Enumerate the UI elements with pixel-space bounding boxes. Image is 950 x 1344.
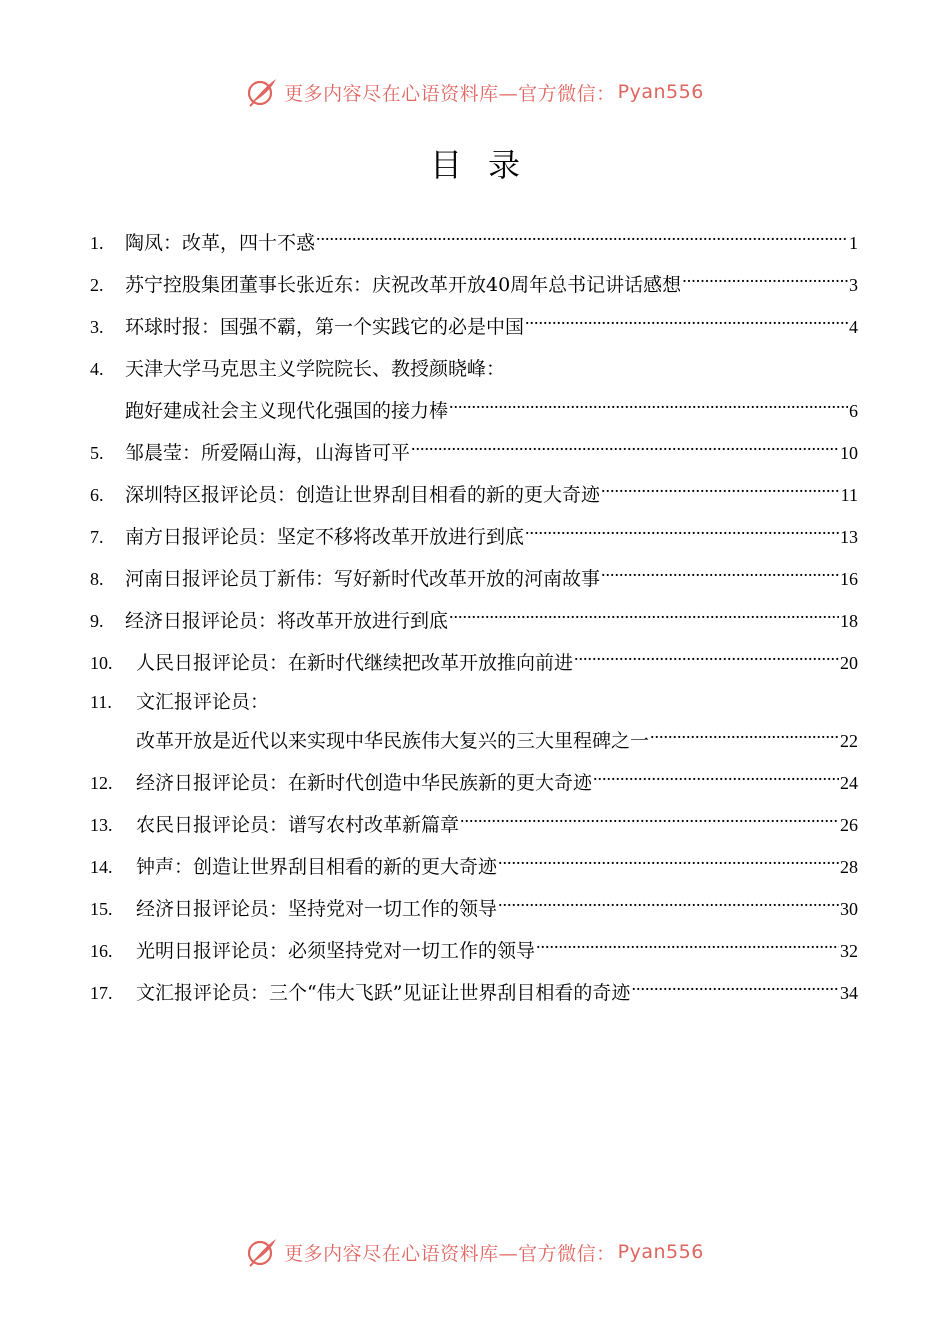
leader-dots <box>525 524 839 543</box>
leader-dots <box>574 650 839 669</box>
toc-entry-6[interactable] <box>90 474 858 516</box>
toc-entry-title: 经济日报评论员：将改革开放进行到底 <box>125 610 449 632</box>
toc-entry-number: 14. <box>90 857 113 877</box>
toc-entry-number: 4. <box>90 359 104 379</box>
toc-entry-number: 1. <box>90 233 104 253</box>
toc-entry-12[interactable] <box>90 762 858 804</box>
toc-entry-number: 13. <box>90 815 113 835</box>
toc-entry-title: 南方日报评论员：坚定不移将改革开放进行到底 <box>125 526 525 548</box>
toc-entry-13[interactable] <box>90 804 858 846</box>
toc-entry-page: 32 <box>840 941 858 961</box>
toc-entry-title: 文汇报评论员：三个“伟大飞跃”见证让世界刮目相看的奇迹 <box>136 982 631 1004</box>
leader-dots <box>460 812 839 831</box>
toc-entry-page: 34 <box>840 983 858 1003</box>
toc-entry-page: 11 <box>840 485 858 505</box>
toc-entry-title: 跑好建成社会主义现代化强国的接力棒 <box>125 400 449 422</box>
toc-entry-page: 20 <box>840 653 858 673</box>
toc-entry-title: 经济日报评论员：在新时代创造中华民族新的更大奇迹 <box>136 772 593 794</box>
toc-entry-title: 经济日报评论员：坚持党对一切工作的领导 <box>136 898 498 920</box>
quill-logo-icon <box>246 1236 278 1268</box>
toc-entry-number: 12. <box>90 773 113 793</box>
toc-entry-title: 邹晨莹：所爱隔山海，山海皆可平 <box>125 442 411 464</box>
toc-entry-5[interactable] <box>90 432 858 474</box>
toc-entry-number: 11. <box>90 692 112 712</box>
toc-entry-page: 16 <box>840 569 858 589</box>
leader-dots <box>525 314 848 333</box>
toc-entry-number: 15. <box>90 899 113 919</box>
leader-dots <box>449 398 848 417</box>
toc-entry-title-line1: 文汇报评论员： <box>136 691 270 713</box>
toc-entry-17[interactable] <box>90 972 858 1014</box>
toc-entry-title: 人民日报评论员：在新时代继续把改革开放推向前进 <box>136 652 574 674</box>
page-title: 目录 <box>429 146 546 184</box>
toc-entry-2[interactable] <box>90 264 858 306</box>
toc-entry-title: 改革开放是近代以来实现中华民族伟大复兴的三大里程碑之一 <box>136 730 650 752</box>
quill-logo-icon <box>246 76 278 108</box>
leader-dots <box>411 440 839 459</box>
toc-entry-9[interactable] <box>90 600 858 642</box>
toc-entry-7[interactable] <box>90 516 858 558</box>
toc-entry-page: 10 <box>840 443 858 463</box>
table-of-contents <box>90 222 858 1014</box>
toc-entry-page: 4 <box>849 317 858 337</box>
leader-dots <box>449 608 839 627</box>
leader-dots <box>593 770 839 789</box>
toc-entry-page: 6 <box>849 401 858 421</box>
toc-entry-number: 16. <box>90 941 113 961</box>
toc-entry-number: 8. <box>90 569 104 589</box>
toc-entry-number: 6. <box>90 485 104 505</box>
toc-entry-page: 3 <box>849 275 858 295</box>
header-wechat-id: Pyan556 <box>617 81 704 103</box>
leader-dots <box>631 980 839 999</box>
toc-entry-number: 7. <box>90 527 104 547</box>
toc-entry-title: 钟声：创造让世界刮目相看的新的更大奇迹 <box>136 856 498 878</box>
leader-dots <box>536 938 839 957</box>
leader-dots <box>601 482 840 501</box>
leader-dots <box>650 728 839 747</box>
toc-entry-page: 28 <box>840 857 858 877</box>
footer-wechat-id: Pyan556 <box>617 1241 704 1263</box>
toc-entry-number: 17. <box>90 983 113 1003</box>
toc-entry-page: 24 <box>840 773 858 793</box>
toc-entry-3[interactable] <box>90 306 858 348</box>
toc-entry-number: 5. <box>90 443 104 463</box>
leader-dots <box>601 566 839 585</box>
toc-entry-16[interactable] <box>90 930 858 972</box>
toc-entry-page: 1 <box>849 233 858 253</box>
toc-entry-page: 13 <box>840 527 858 547</box>
toc-entry-number: 9. <box>90 611 104 631</box>
toc-entry-15[interactable] <box>90 888 858 930</box>
footer-banner <box>0 1232 950 1272</box>
toc-entry-number: 2. <box>90 275 104 295</box>
toc-entry-title: 苏宁控股集团董事长张近东：庆祝改革开放40周年总书记讲话感想 <box>125 274 682 296</box>
leader-dots <box>498 854 839 873</box>
toc-entry-number: 10. <box>90 653 113 673</box>
toc-entry-number: 3. <box>90 317 104 337</box>
toc-entry-10[interactable] <box>90 642 858 684</box>
footer-banner-text: 更多内容尽在心语资料库—官方微信： <box>284 1242 616 1265</box>
header-banner <box>0 72 950 112</box>
toc-entry-page: 30 <box>840 899 858 919</box>
toc-entry-1[interactable] <box>90 222 858 264</box>
toc-entry-page: 22 <box>840 731 858 751</box>
toc-entry-4[interactable] <box>90 348 858 432</box>
header-banner-text: 更多内容尽在心语资料库—官方微信： <box>284 82 616 105</box>
toc-entry-title: 陶凤：改革，四十不惑 <box>125 232 316 254</box>
toc-entry-title-line1: 天津大学马克思主义学院院长、教授颜晓峰： <box>125 358 506 380</box>
toc-entry-title: 农民日报评论员：谱写农村改革新篇章 <box>136 814 460 836</box>
toc-entry-title: 河南日报评论员丁新伟：写好新时代改革开放的河南故事 <box>125 568 601 590</box>
toc-entry-title: 环球时报：国强不霸，第一个实践它的必是中国 <box>125 316 525 338</box>
toc-entry-11[interactable] <box>90 684 858 762</box>
toc-entry-8[interactable] <box>90 558 858 600</box>
toc-entry-title: 深圳特区报评论员：创造让世界刮目相看的新的更大奇迹 <box>125 484 601 506</box>
toc-entry-title: 光明日报评论员：必须坚持党对一切工作的领导 <box>136 940 536 962</box>
leader-dots <box>682 272 848 291</box>
toc-entry-page: 18 <box>840 611 858 631</box>
leader-dots <box>316 230 848 249</box>
toc-entry-page: 26 <box>840 815 858 835</box>
toc-entry-14[interactable] <box>90 846 858 888</box>
leader-dots <box>498 896 839 915</box>
